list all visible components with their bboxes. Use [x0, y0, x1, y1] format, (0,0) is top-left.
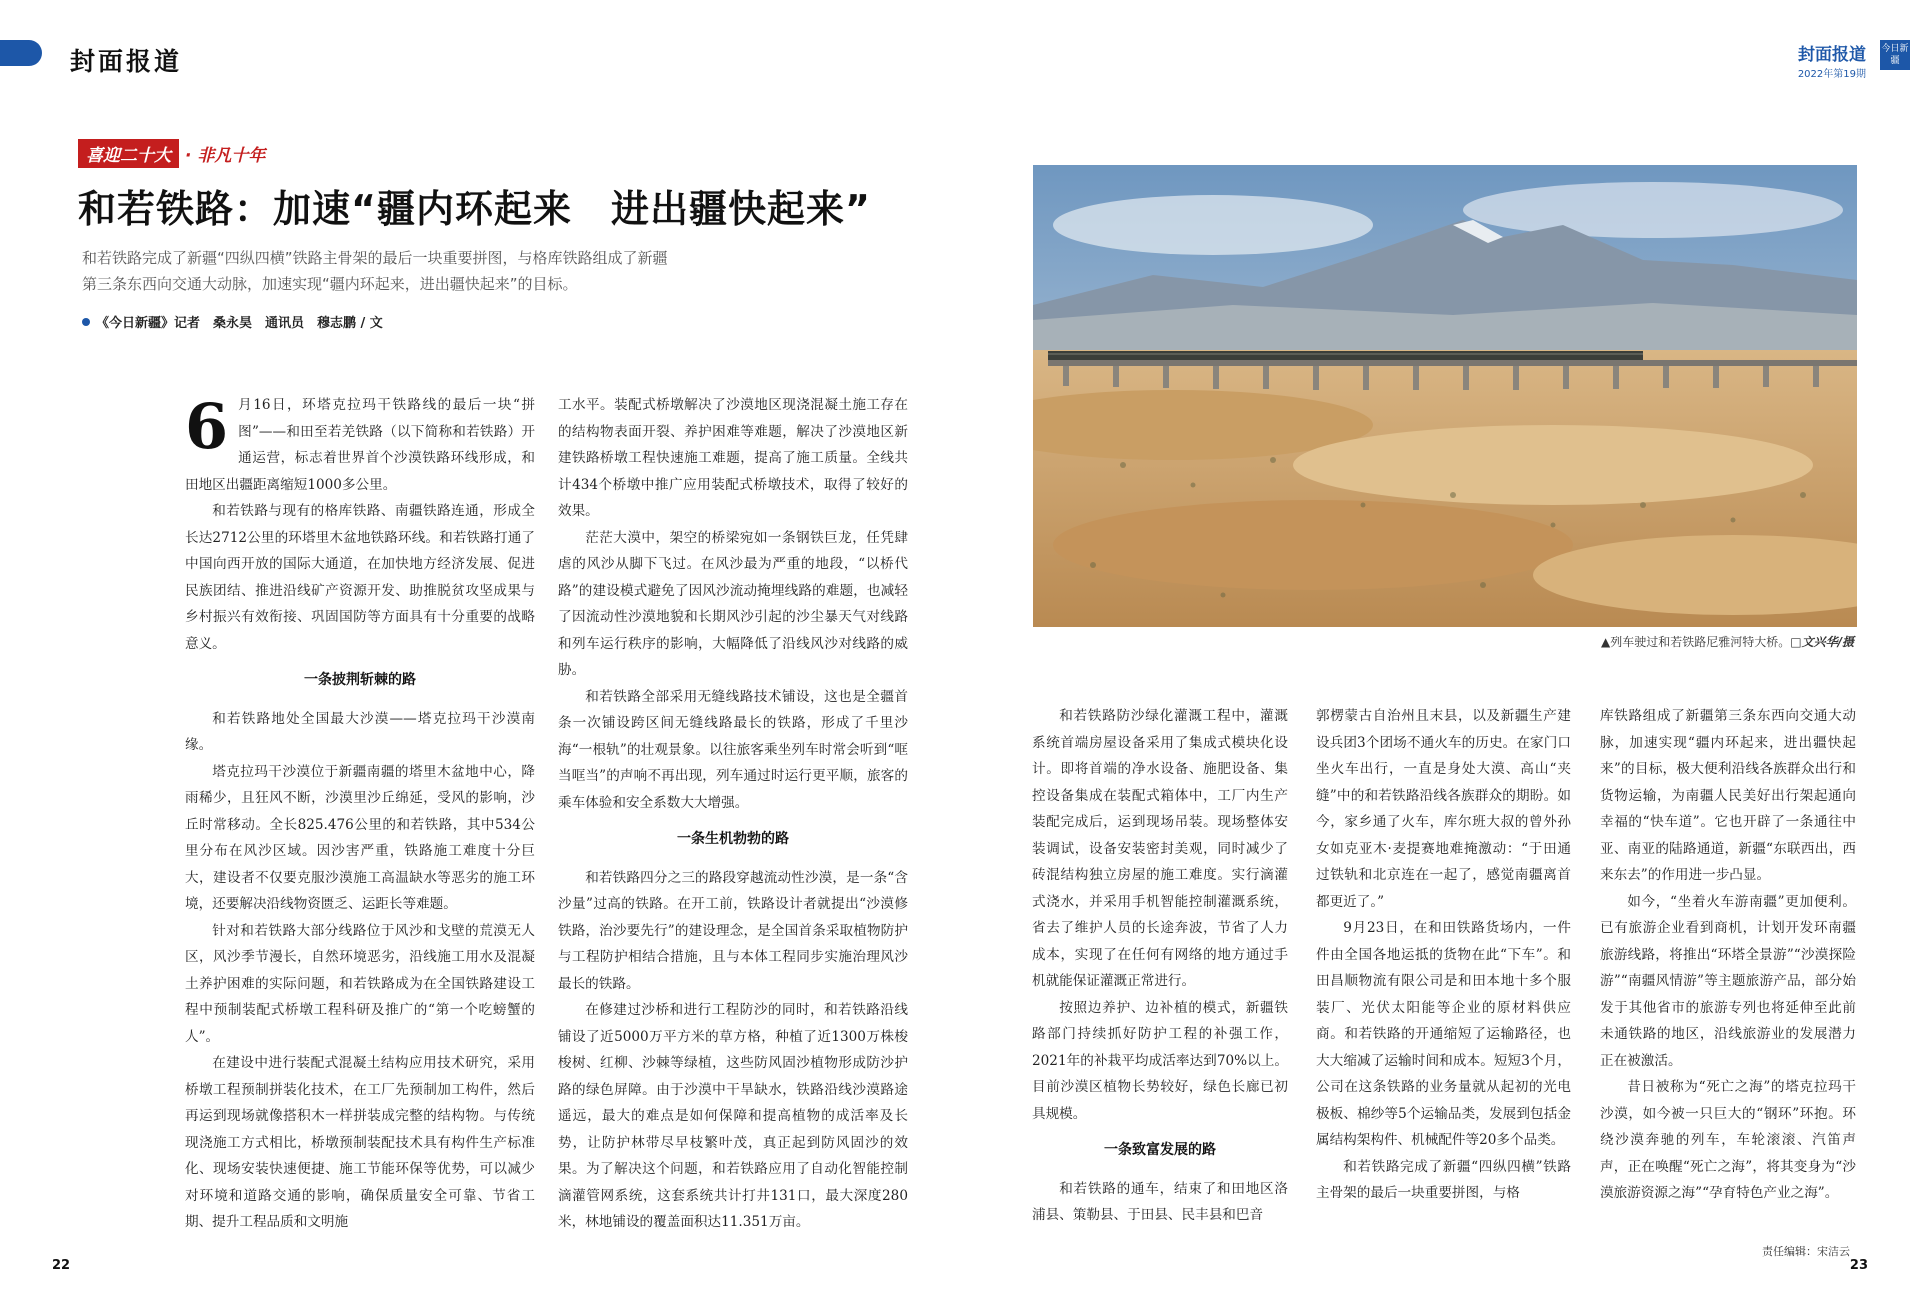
paragraph: 库铁路组成了新疆第三条东西向交通大动脉，加速实现“疆内环起来，进出疆快起来”的目标，极大便利沿线各族群众出行和货物运输，为南疆人民美好出行架起通向幸福的“快车道”。它也开辟了一条通往中亚、南亚的陆路通道，新疆“东联西出，西来东去”的作用进一步凸显。: [1600, 708, 1856, 883]
column-4: [1316, 703, 1571, 1207]
byline-text: 《今日新疆》记者 桑永昊 通讯员 穆志鹏 / 文: [96, 316, 383, 331]
paragraph: 和若铁路全部采用无缝线路技术铺设，这也是全疆首条一次铺设跨区间无缝线路最长的铁路，形成了千里沙海“一根轨”的壮观景象。以往旅客乘坐列车时常会听到“哐当哐当”的声响不再出现，列车通过时运行更平顺，旅客的乘车体验和安全系数大大增强。: [558, 688, 908, 811]
headline: 和若铁路：加速“疆内环起来 进出疆快起来”: [78, 187, 871, 231]
column-1: [185, 392, 535, 1236]
paragraph: 昔日被称为“死亡之海”的塔克拉玛干沙漠，如今被一只巨大的“钢环”环抱。环绕沙漠奔驰的列车，车轮滚滚、汽笛声声，正在唤醒“死亡之海”，将其变身为“沙漠旅游资源之海”“孕育特色产业之海”。: [1600, 1079, 1856, 1201]
bullet-icon: [82, 318, 90, 326]
issue-number: 2022年第19期: [1797, 69, 1866, 80]
paragraph: 和若铁路的通车，结束了和田地区洛浦县、策勒县、于田县、民丰县和巴音: [1032, 1180, 1288, 1223]
photo-caption: [1601, 633, 1854, 650]
subheading: 一条生机勃勃的路: [677, 831, 789, 847]
desert-railway-image: [1033, 165, 1857, 627]
photo-credit: □文兴华/摄: [1790, 635, 1854, 649]
paragraph: 和若铁路完成了新疆“四纵四横”铁路主骨架的最后一块重要拼图，与格: [1316, 1158, 1571, 1201]
subheading: 一条致富发展的路: [1104, 1142, 1216, 1158]
paragraph: 工水平。装配式桥墩解决了沙漠地区现浇混凝土施工存在的结构物表面开裂、养护困难等难题，解决了沙漠地区新建铁路桥墩工程快速施工难题，提高了施工质量。全线共计434个桥墩中推广应用装配式桥墩技术，取得了较好的效果。: [558, 397, 908, 519]
paragraph: 在修建过沙桥和进行工程防沙的同时，和若铁路沿线铺设了近5000万平方米的草方格，种植了近1300万株梭梭树、红柳、沙棘等绿植，这些防风固沙植物形成防沙护路的绿色屏障。由于沙漠中干旱缺水，铁路沿线沙漠路途遥远，最大的难点是如何保障和提高植物的成活率及长势，让防护林带尽早枝繁叶茂，真正起到防风固沙的效果。为了解决这个问题，和若铁路应用了自动化智能控制滴灌管网系统，这套系统共计打井131口，最大深度280米，林地铺设的覆盖面积达11.351万亩。: [558, 1002, 908, 1230]
paragraph: 9月23日，在和田铁路货场内，一件件由全国各地运抵的货物在此“下车”。和田昌顺物流有限公司是和田本地十多个服装厂、光伏太阳能等企业的原材料供应商。和若铁路的开通缩短了运输路径，也大大缩减了运输时间和成本。短短3个月，公司在这条铁路的业务量就从起初的光电极板、棉纱等5个运输品类，发展到包括金属结构架构件、机械配件等20多个品类。: [1316, 920, 1571, 1148]
kicker: [78, 140, 265, 166]
magazine-header: [1797, 40, 1909, 80]
section-label: 封面报道: [70, 47, 183, 76]
magazine-logo: 今日新疆: [1880, 40, 1910, 70]
responsible-editor: 责任编辑：宋洁云: [1762, 1245, 1850, 1258]
page-number-right: 23: [1849, 1258, 1868, 1273]
deck: 和若铁路完成了新疆“四纵四横”铁路主骨架的最后一块重要拼图，与格库铁路组成了新疆第三条东西向交通大动脉，加速实现“疆内环起来，进出疆快起来”的目标。: [82, 249, 668, 293]
paragraph: 和若铁路与现有的格库铁路、南疆铁路连通，形成全长达2712公里的环塔里木盆地铁路环线。和若铁路打通了中国向西开放的国际大通道，在加快地方经济发展、促进民族团结、推进沿线矿产资源开发、助推脱贫攻坚成果与乡村振兴有效衔接、巩固国防等方面具有十分重要的战略意义。: [185, 503, 535, 652]
paragraph: 塔克拉玛干沙漠位于新疆南疆的塔里木盆地中心，降雨稀少，且狂风不断，沙漠里沙丘绵延，受风的影响，沙丘时常移动。全长825.476公里的和若铁路，其中534公里分布在风沙区域。因沙害严重，铁路施工难度十分巨大，建设者不仅要克服沙漠施工高温缺水等恶劣的施工环境，还要解决沿线物资匮乏、运距长等难题。: [185, 763, 535, 912]
byline: [82, 312, 383, 331]
magazine-section-name: 封面报道: [1798, 45, 1866, 65]
page-number-left: 22: [52, 1258, 71, 1273]
section-tab-marker: [0, 40, 42, 66]
caption-text: ▲列车驶过和若铁路尼雅河特大桥。: [1601, 635, 1791, 649]
lead-paragraph: [185, 392, 535, 498]
paragraph: 和若铁路地处全国最大沙漠——塔克拉玛干沙漠南缘。: [185, 710, 535, 753]
subheading: 一条披荆斩棘的路: [304, 672, 416, 688]
paragraph: 按照边养护、边补植的模式，新疆铁路部门持续抓好防护工程的补强工作，2021年的补栽平均成活率达到70%以上。目前沙漠区植物长势较好，绿色长廊已初具规模。: [1032, 999, 1288, 1122]
drop-cap: 6: [185, 390, 229, 463]
paragraph: 和若铁路防沙绿化灌溉工程中，灌溉系统首端房屋设备采用了集成式模块化设计。即将首端的净水设备、施肥设备、集控设备集成在装配式箱体中，工厂内生产装配完成后，运到现场吊装。现场整体安装调试，设备安装密封美观，同时减少了砖混结构独立房屋的施工难度。实行滴灌式浇水，并采用手机智能控制灌溉系统，省去了维护人员的长途奔波，节省了人力成本，实现了在任何有网络的地方通过手机就能保证灌溉正常进行。: [1032, 708, 1288, 989]
paragraph: 和若铁路四分之三的路段穿越流动性沙漠，是一条“含沙量”过高的铁路。在开工前，铁路设计者就提出“沙漠修铁路，治沙要先行”的建设理念，是全国首条采取植物防护与工程防护相结合措施，且与本体工程同步实施治理风沙最长的铁路。: [558, 869, 908, 992]
kicker-sub: · 非凡十年: [185, 145, 266, 166]
paragraph: 针对和若铁路大部分线路位于风沙和戈壁的荒漠无人区，风沙季节漫长，自然环境恶劣，沿线施工用水及混凝土养护困难的实际问题，和若铁路成为在全国铁路建设工程中预制装配式桥墩工程科研及推广的“第一个吃螃蟹的人”。: [185, 922, 535, 1045]
paragraph: 茫茫大漠中，架空的桥梁宛如一条钢铁巨龙，任凭肆虐的风沙从脚下飞过。在风沙最为严重的地段，“以桥代路”的建设模式避免了因风沙流动掩埋线路的难题，也减轻了因流动性沙漠地貌和长期风沙引起的沙尘暴天气对线路和列车运行秩序的影响，大幅降低了沿线风沙对线路的威胁。: [558, 529, 908, 678]
paragraph: 郭楞蒙古自治州且末县，以及新疆生产建设兵团3个团场不通火车的历史。在家门口坐火车出行，一直是身处大漠、高山“夹缝”中的和若铁路沿线各族群众的期盼。如今，家乡通了火车，库尔班大叔的曾外孙女如克亚木·麦提赛地难掩激动：“于田通过铁轨和北京连在一起了，感觉南疆离首都更近了。”: [1316, 708, 1571, 910]
paragraph: 如今，“坐着火车游南疆”更加便利。已有旅游企业看到商机，计划开发环南疆旅游线路，将推出“环塔全景游”“沙漠探险游”“南疆风情游”等主题旅游产品，部分始发于其他省市的旅游专列也将延伸至此前未通铁路的地区，沿线旅游业的发展潜力正在被激活。: [1600, 893, 1856, 1069]
column-5: [1600, 703, 1856, 1207]
lead-text: 月16日，环塔克拉玛干铁路线的最后一块“拼图”——和田至若羌铁路（以下简称和若铁路）开通运营，标志着世界首个沙漠铁路环线形成，和田地区出疆距离缩短1000多公里。: [185, 397, 535, 493]
paragraph: 在建设中进行装配式混凝土结构应用技术研究，采用桥墩工程预制拼装化技术，在工厂先预制加工构件，然后再运到现场就像搭积木一样拼装成完整的结构物。与传统现浇施工方式相比，桥墩预制装配技术具有构件生产标准化、现场安装快速便捷、施工节能环保等优势，可以减少对环境和道路交通的影响，确保质量安全可靠、节省工期、提升工程品质和文明施: [185, 1055, 535, 1230]
train-bridge-photo: [1033, 165, 1857, 627]
column-3: [1032, 703, 1288, 1229]
kicker-main: 喜迎二十大: [78, 139, 179, 168]
column-2: [558, 392, 908, 1236]
